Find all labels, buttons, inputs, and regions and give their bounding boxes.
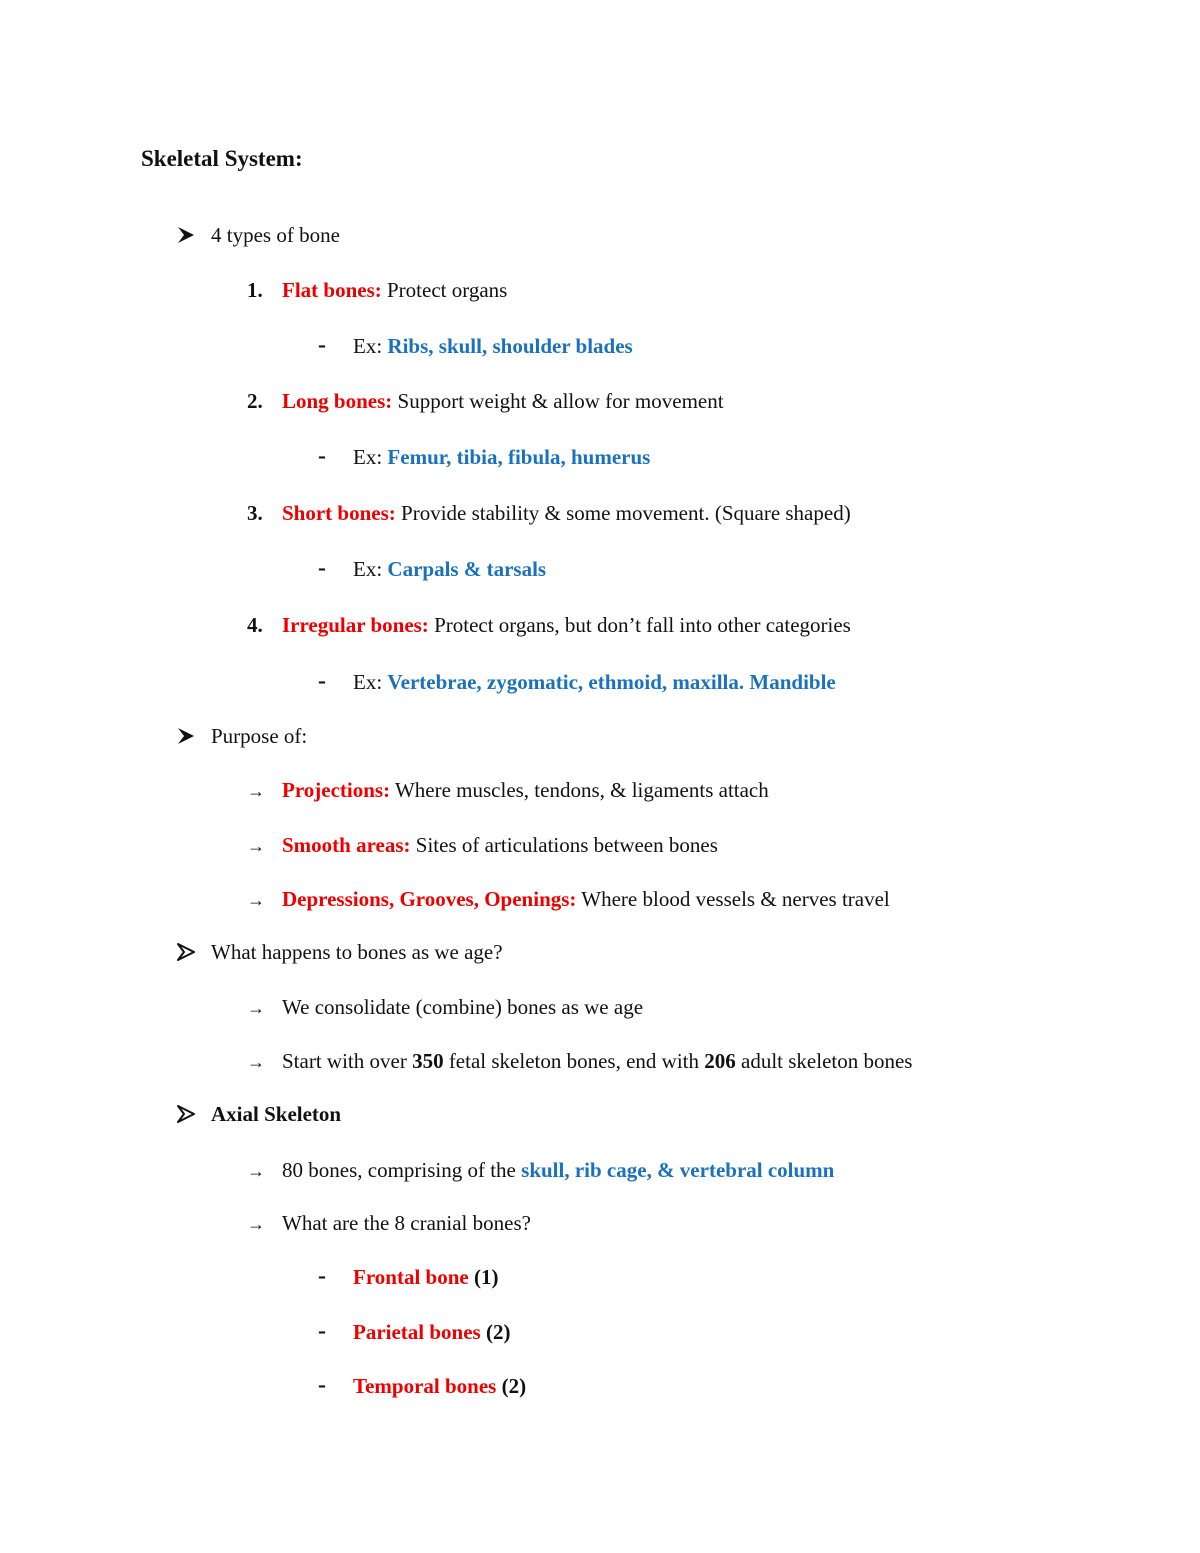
example-value: Carpals & tarsals [387, 557, 547, 581]
term-label: Flat bones: [282, 278, 382, 302]
dash-bullet: - [318, 1372, 326, 1398]
list-item [282, 886, 890, 912]
list-item [282, 388, 724, 414]
term-desc: Provide stability & some movement. (Square shaped) [395, 501, 851, 525]
term-desc: Where muscles, tendons, & ligaments attach [390, 778, 769, 802]
term-desc: Support weight & allow for movement [392, 389, 724, 413]
term-desc: Protect organs [381, 278, 508, 302]
arrowhead-bullet-icon [176, 1104, 196, 1124]
arrowhead-bullet-icon [176, 726, 196, 746]
example-prefix: Ex: [353, 445, 388, 469]
example-prefix: Ex: [353, 670, 388, 694]
bullet-types: 4 types of bone [211, 223, 340, 247]
right-arrow-icon: → [247, 890, 265, 910]
bone-count: (2) [496, 1374, 527, 1398]
dash-bullet: - [318, 555, 326, 581]
right-arrow-icon: → [247, 781, 265, 801]
right-arrow-icon: → [247, 1161, 265, 1181]
term-desc: Protect organs, but don’t fall into other categories [428, 613, 851, 637]
term-label: Long bones: [282, 389, 393, 413]
bone-count: (1) [468, 1265, 499, 1289]
list-item: We consolidate (combine) bones as we age [282, 995, 644, 1019]
list-item [282, 612, 851, 638]
arrowhead-bullet-icon [176, 942, 196, 962]
term-label: Depressions, Grooves, Openings: [282, 887, 577, 911]
text-segment: 80 bones, comprising of the [282, 1158, 522, 1182]
list-item [282, 500, 851, 526]
example-line [353, 333, 633, 359]
text-segment: adult skeleton bones [735, 1049, 913, 1073]
list-number: 2. [247, 389, 263, 413]
dash-bullet: - [318, 1263, 326, 1289]
term-label: Smooth areas: [282, 833, 411, 857]
example-prefix: Ex: [353, 557, 388, 581]
example-prefix: Ex: [353, 334, 388, 358]
right-arrow-icon: → [247, 1052, 265, 1072]
example-value: Ribs, skull, shoulder blades [387, 334, 633, 358]
example-line [353, 556, 546, 582]
bullet-age: What happens to bones as we age? [211, 940, 503, 964]
term-label: Irregular bones: [282, 613, 429, 637]
text-segment: Start with over [282, 1049, 413, 1073]
bone-name: Frontal bone [353, 1265, 469, 1289]
term-label: Projections: [282, 778, 391, 802]
adult-count: 206 [704, 1049, 736, 1073]
example-value: Femur, tibia, fibula, humerus [387, 445, 651, 469]
text-segment: fetal skeleton bones, end with [443, 1049, 705, 1073]
example-value: Vertebrae, zygomatic, ethmoid, maxilla. Mandible [387, 670, 836, 694]
cranial-bone-item [353, 1373, 526, 1399]
dash-bullet: - [318, 668, 326, 694]
bullet-axial: Axial Skeleton [211, 1102, 342, 1126]
list-item [282, 1048, 912, 1074]
dash-bullet: - [318, 443, 326, 469]
list-number: 1. [247, 278, 263, 302]
dash-bullet: - [318, 1318, 326, 1344]
term-desc: Sites of articulations between bones [410, 833, 718, 857]
bone-name: Parietal bones [353, 1320, 481, 1344]
list-number: 3. [247, 501, 263, 525]
term-label: Short bones: [282, 501, 396, 525]
term-desc: Where blood vessels & nerves travel [576, 887, 890, 911]
cranial-bone-item [353, 1319, 510, 1345]
dash-bullet: - [318, 332, 326, 358]
fetal-count: 350 [412, 1049, 444, 1073]
list-item [282, 832, 718, 858]
list-item [282, 777, 769, 803]
right-arrow-icon: → [247, 836, 265, 856]
list-number: 4. [247, 613, 263, 637]
right-arrow-icon: → [247, 998, 265, 1018]
list-item [282, 1157, 834, 1183]
arrowhead-bullet-icon [176, 225, 196, 245]
bullet-purpose: Purpose of: [211, 724, 308, 748]
example-line [353, 669, 836, 695]
example-line [353, 444, 650, 470]
right-arrow-icon: → [247, 1214, 265, 1234]
bone-count: (2) [480, 1320, 511, 1344]
cranial-bone-item [353, 1264, 498, 1290]
list-item [282, 277, 507, 303]
page-title: Skeletal System: [141, 146, 303, 171]
axial-parts: skull, rib cage, & vertebral column [521, 1158, 835, 1182]
list-item: What are the 8 cranial bones? [282, 1211, 531, 1235]
bone-name: Temporal bones [353, 1374, 497, 1398]
